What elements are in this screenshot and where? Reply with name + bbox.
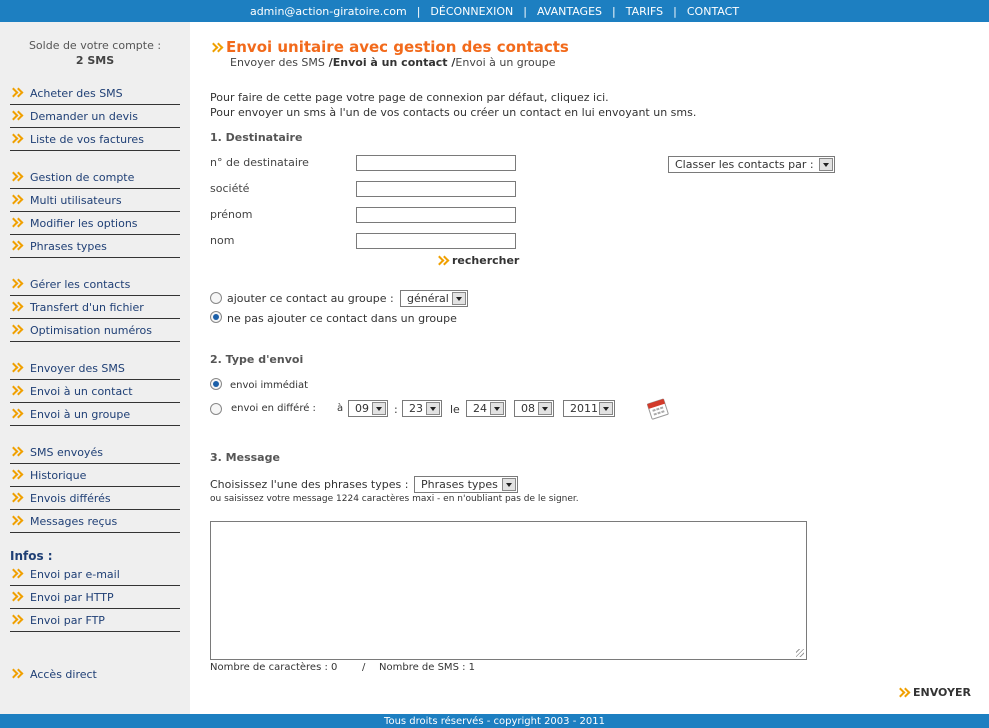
sidebar-item-label: Envoyer des SMS — [30, 362, 125, 375]
search-button[interactable] — [436, 254, 519, 267]
double-arrow-icon — [10, 195, 24, 204]
breadcrumb-send-group[interactable]: Envoi à un groupe — [455, 56, 556, 69]
pricing-link[interactable]: TARIFS — [625, 4, 664, 18]
recipient-number-input[interactable] — [356, 155, 516, 171]
send-button-label: ENVOYER — [913, 686, 971, 699]
chevron-down-icon — [538, 402, 552, 415]
double-arrow-icon — [10, 516, 24, 525]
firstname-label: prénom — [210, 208, 253, 221]
copyright-text: Tous droits réservés - copyright 2003 - 2011 — [384, 715, 605, 727]
account-balance — [0, 38, 190, 68]
double-arrow-icon — [897, 688, 911, 697]
day-select[interactable] — [466, 400, 506, 417]
sidebar-item-options[interactable] — [10, 213, 180, 235]
sidebar-item-label: Historique — [30, 469, 87, 482]
message-hint: ou saisissez votre message 1224 caractères maxi - en n'oubliant pas de le signer. — [210, 494, 579, 504]
sidebar-item-deferred[interactable] — [10, 488, 180, 510]
double-arrow-icon — [10, 470, 24, 479]
resize-grip-icon[interactable] — [796, 649, 804, 657]
sidebar-item-label: Envois différés — [30, 492, 111, 505]
sidebar-item-label: Gestion de compte — [30, 171, 135, 184]
deferred-send-label: envoi en différé : — [231, 403, 316, 414]
page-title: Envoi unitaire avec gestion des contacts — [226, 38, 569, 56]
top-bar — [0, 0, 989, 22]
month-value: 08 — [521, 402, 535, 415]
sidebar-item-history[interactable] — [10, 465, 180, 487]
hour-value: 09 — [355, 402, 369, 415]
immediate-send-radio[interactable] — [210, 378, 222, 390]
sidebar-item-optimisation[interactable] — [10, 320, 180, 342]
send-button[interactable] — [897, 686, 971, 699]
sidebar-item-label: Accès direct — [30, 667, 97, 681]
sidebar-item-label: Transfert d'un fichier — [30, 301, 144, 314]
sidebar-item-label: Envoi à un groupe — [30, 408, 131, 421]
at-label: à — [337, 403, 344, 414]
double-arrow-icon — [436, 256, 450, 265]
sms-count: Nombre de SMS : 1 — [379, 662, 476, 673]
double-arrow-icon — [10, 134, 24, 143]
sidebar-item-label: Envoi par HTTP — [30, 591, 114, 604]
group-select-value: général — [407, 292, 449, 305]
phrases-label: Choisissez l'une des phrases types : — [210, 478, 409, 491]
sidebar-item-phrases[interactable] — [10, 236, 180, 258]
sidebar-item-label: SMS envoyés — [30, 446, 103, 459]
separator: | — [523, 4, 527, 18]
double-arrow-icon — [10, 569, 24, 578]
lastname-label: nom — [210, 234, 235, 247]
sidebar-item-send-sms[interactable] — [10, 358, 180, 380]
group-select[interactable] — [400, 290, 468, 307]
double-arrow-icon — [210, 43, 224, 52]
sidebar-item-label: Modifier les options — [30, 217, 138, 230]
sidebar-item-account[interactable] — [10, 167, 180, 189]
sidebar-item-label: Envoi par FTP — [30, 614, 105, 627]
double-arrow-icon — [10, 493, 24, 502]
add-to-group-radio[interactable] — [210, 292, 222, 304]
double-arrow-icon — [10, 279, 24, 288]
footer — [0, 714, 989, 728]
chevron-down-icon — [372, 402, 386, 415]
message-textarea[interactable] — [210, 521, 807, 660]
no-group-label: ne pas ajouter ce contact dans un groupe — [227, 312, 457, 325]
sidebar-item-invoices[interactable] — [10, 129, 180, 151]
section-recipient-heading: 1. Destinataire — [210, 131, 303, 144]
double-arrow-icon — [10, 615, 24, 624]
separator: | — [673, 4, 677, 18]
sidebar-item-label: Acheter des SMS — [30, 87, 123, 100]
time-colon: : — [394, 403, 398, 416]
company-label: société — [210, 182, 250, 195]
sidebar-item-http[interactable] — [10, 587, 180, 609]
sidebar-item-label: Envoi à un contact — [30, 385, 133, 398]
double-arrow-icon — [10, 325, 24, 334]
default-page-link[interactable]: Pour faire de cette page votre page de connexion par défaut, cliquez ici. — [210, 91, 609, 104]
deferred-send-radio[interactable] — [210, 403, 222, 415]
balance-label: Solde de votre compte : — [28, 39, 162, 52]
minute-value: 23 — [409, 402, 423, 415]
breadcrumb — [230, 56, 556, 69]
sidebar-item-label: Demander un devis — [30, 110, 138, 123]
sidebar-item-email[interactable] — [10, 564, 180, 586]
separator: | — [416, 4, 421, 18]
chevron-down-icon — [819, 158, 833, 171]
balance-value: 2 SMS — [75, 54, 115, 67]
sidebar-item-file-transfer[interactable] — [10, 297, 180, 319]
sidebar-item-label: Gérer les contacts — [30, 278, 131, 291]
double-arrow-icon — [10, 592, 24, 601]
sidebar — [0, 22, 190, 714]
double-arrow-icon — [10, 386, 24, 395]
double-arrow-icon — [10, 447, 24, 456]
double-arrow-icon — [10, 363, 24, 372]
section-send-type-heading: 2. Type d'envoi — [210, 353, 304, 366]
infos-heading: Infos : — [10, 549, 53, 563]
sidebar-item-buy-sms[interactable] — [10, 83, 180, 105]
breadcrumb-send-sms[interactable]: Envoyer des SMS — [230, 56, 325, 69]
immediate-send-label: envoi immédiat — [230, 380, 309, 391]
sidebar-item-multi-users[interactable] — [10, 190, 180, 212]
phrases-select-value: Phrases types — [421, 478, 498, 491]
sidebar-item-label: Liste de vos factures — [30, 133, 144, 146]
sidebar-item-label: Optimisation numéros — [30, 324, 152, 337]
sidebar-item-sent[interactable] — [10, 442, 180, 464]
double-arrow-icon — [10, 111, 24, 120]
sidebar-item-label: Envoi par e-mail — [30, 568, 120, 581]
double-arrow-icon — [10, 88, 24, 97]
chevron-down-icon — [502, 478, 516, 491]
day-value: 24 — [473, 402, 487, 415]
separator: | — [612, 4, 616, 18]
sort-contacts-select[interactable] — [668, 156, 835, 173]
add-to-group-label: ajouter ce contact au groupe : — [227, 292, 394, 305]
year-value: 2011 — [570, 402, 598, 415]
double-arrow-icon — [10, 241, 24, 250]
phrases-select[interactable] — [414, 476, 518, 493]
main-content — [190, 22, 989, 714]
section-message-heading: 3. Message — [210, 451, 280, 464]
sidebar-item-ftp[interactable] — [10, 610, 180, 632]
minute-select[interactable] — [402, 400, 442, 417]
account-email-link[interactable]: admin@action-giratoire.com — [249, 4, 407, 18]
recipient-number-label: n° de destinataire — [210, 156, 309, 169]
month-select[interactable] — [514, 400, 554, 417]
logout-link[interactable]: DÉCONNEXION — [430, 4, 514, 18]
sort-contacts-value: Classer les contacts par : — [675, 158, 814, 171]
sidebar-item-received[interactable] — [10, 511, 180, 533]
chevron-down-icon — [426, 402, 440, 415]
hour-select[interactable] — [348, 400, 388, 417]
advantages-link[interactable]: AVANTAGES — [536, 4, 603, 18]
chevron-down-icon — [452, 292, 466, 305]
sidebar-item-direct-access[interactable] — [10, 663, 180, 685]
double-arrow-icon — [10, 302, 24, 311]
count-separator: / — [362, 662, 366, 673]
sidebar-item-contacts[interactable] — [10, 274, 180, 296]
double-arrow-icon — [10, 172, 24, 181]
lastname-input[interactable] — [356, 233, 516, 249]
double-arrow-icon — [10, 409, 24, 418]
search-button-label: rechercher — [452, 254, 520, 267]
breadcrumb-separator: / — [447, 56, 456, 69]
double-arrow-icon — [10, 218, 24, 227]
sidebar-item-label: Phrases types — [30, 240, 107, 253]
firstname-input[interactable] — [356, 207, 516, 223]
calendar-icon[interactable] — [646, 396, 670, 420]
intro-text: Pour envoyer un sms à l'un de vos contacts ou créer un contact en lui envoyant un sms. — [210, 106, 697, 119]
company-input[interactable] — [356, 181, 516, 197]
chevron-down-icon — [490, 402, 504, 415]
sidebar-item-label: Multi utilisateurs — [30, 194, 122, 207]
contact-link[interactable]: CONTACT — [686, 4, 740, 18]
sidebar-item-send-group[interactable] — [10, 404, 180, 426]
breadcrumb-current: /Envoi à un contact — [324, 56, 448, 69]
date-le-label: le — [450, 403, 460, 416]
chevron-down-icon — [599, 402, 613, 415]
sidebar-item-send-contact[interactable] — [10, 381, 180, 403]
char-count: Nombre de caractères : 0 — [210, 662, 338, 673]
sidebar-item-label: Messages reçus — [30, 515, 118, 528]
year-select[interactable] — [563, 400, 615, 417]
sidebar-item-quote[interactable] — [10, 106, 180, 128]
double-arrow-icon — [10, 669, 24, 678]
no-group-radio[interactable] — [210, 311, 222, 323]
